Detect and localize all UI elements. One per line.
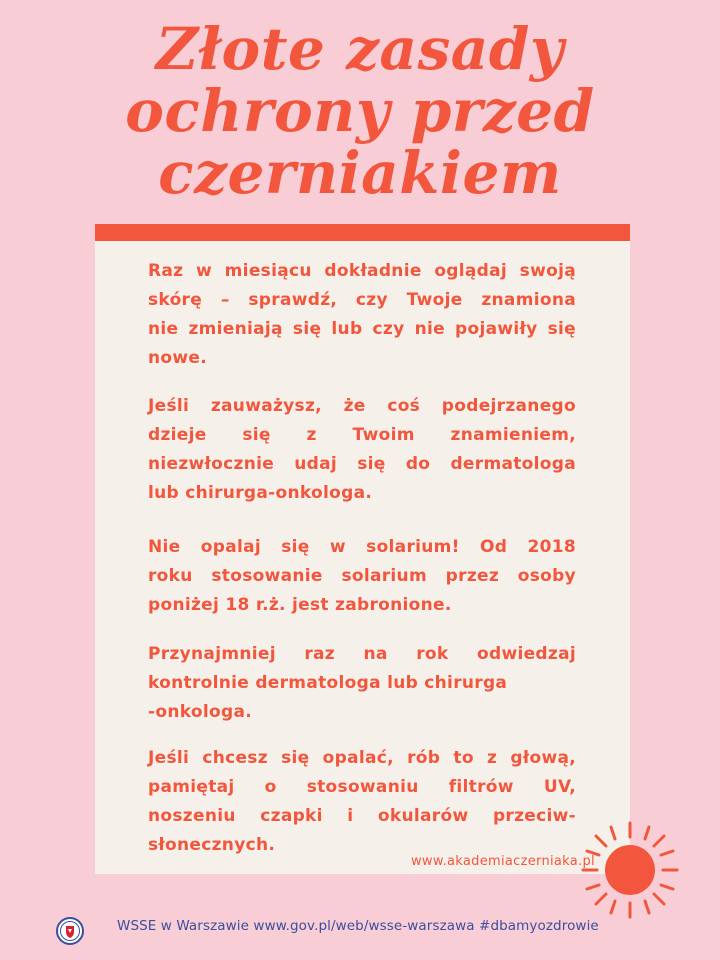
rule-line: słonecznych. bbox=[148, 835, 276, 855]
title-line: ochrony przed bbox=[125, 77, 595, 145]
rule-line: nie zmieniają się lub czy nie pojawiły się bbox=[148, 319, 576, 339]
rule-line: poniżej 18 r.ż. jest zabronione. bbox=[148, 595, 452, 615]
rule-line: Przynajmniej raz na rok odwiedzaj bbox=[148, 644, 576, 664]
card-top-bar bbox=[95, 224, 630, 241]
sun-icon bbox=[575, 815, 685, 925]
poster-title bbox=[0, 15, 720, 207]
wsse-logo-icon bbox=[56, 917, 84, 945]
rule-line: Raz w miesiącu dokładnie oglądaj swoją bbox=[148, 261, 576, 281]
rule-paragraph bbox=[148, 533, 576, 620]
rule-line: niezwłocznie udaj się do dermatologa bbox=[148, 454, 576, 474]
title-line: czerniakiem bbox=[158, 139, 562, 207]
footer-text: WSSE w Warszawie www.gov.pl/web/wsse-warszawa #dbamyozdrowie bbox=[117, 918, 599, 934]
website-link[interactable]: www.akademiaczerniaka.pl bbox=[411, 854, 595, 869]
rule-paragraph bbox=[148, 744, 576, 860]
rule-line: kontrolnie dermatologa lub chirurga bbox=[148, 673, 508, 693]
rule-line: Jeśli chcesz się opalać, rób to z głową, bbox=[148, 748, 576, 768]
rule-line: dzieje się z Twoim znamieniem, bbox=[148, 425, 576, 445]
rule-line: Jeśli zauważysz, że coś podejrzanego bbox=[148, 396, 576, 416]
rule-line: nowe. bbox=[148, 348, 207, 368]
rule-line: pamiętaj o stosowaniu filtrów UV, bbox=[148, 777, 576, 797]
rule-line: roku stosowanie solarium przez osoby bbox=[148, 566, 576, 586]
rule-line: Nie opalaj się w solarium! Od 2018 bbox=[148, 537, 576, 557]
title-line: Złote zasady bbox=[155, 15, 565, 83]
rule-line: lub chirurga-onkologa. bbox=[148, 483, 373, 503]
rule-paragraph bbox=[148, 392, 576, 508]
rule-paragraph bbox=[148, 257, 576, 373]
rule-line: -onkologa. bbox=[148, 702, 252, 722]
rule-paragraph bbox=[148, 640, 576, 727]
rule-line: skórę – sprawdź, czy Twoje znamiona bbox=[148, 290, 576, 310]
rule-line: noszeniu czapki i okularów przeciw- bbox=[148, 806, 576, 826]
